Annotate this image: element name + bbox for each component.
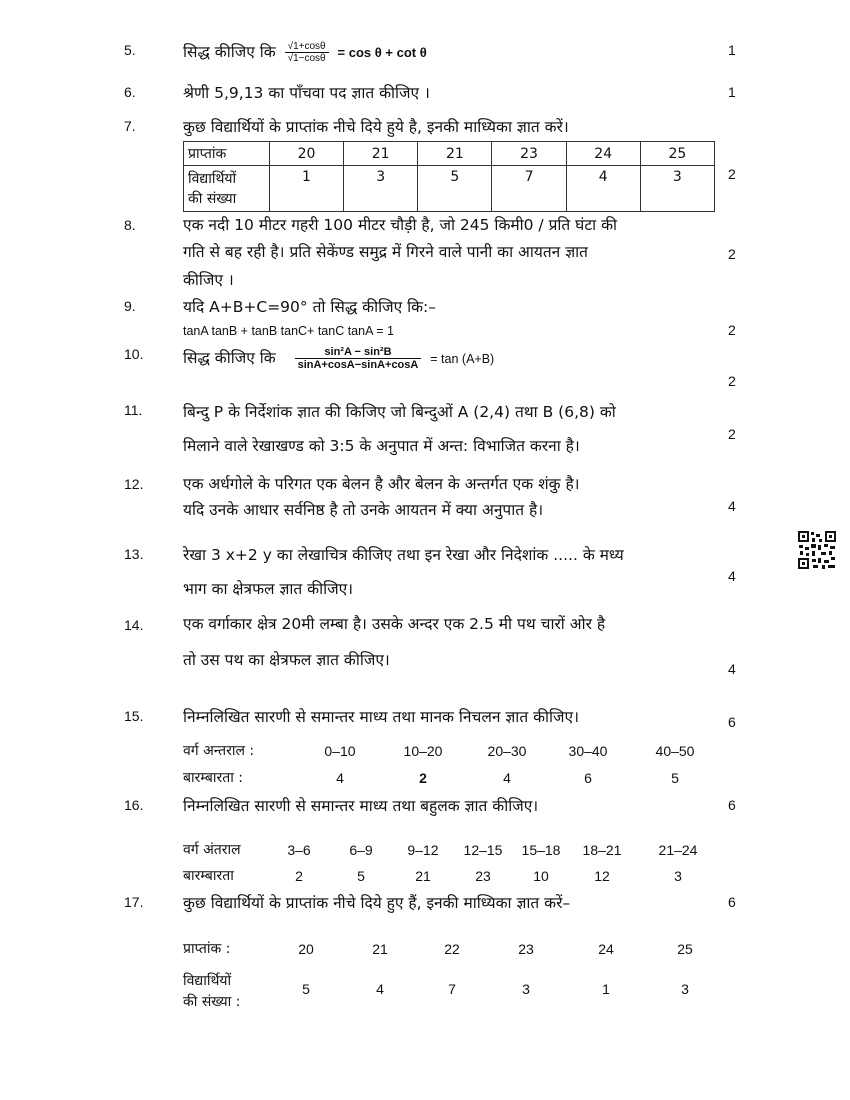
q7-count-label-line2: की संख्या <box>188 190 237 207</box>
q10-prompt: सिद्ध कीजिए कि <box>183 349 276 367</box>
q11-line1: बिन्दु P के निर्देशांक ज्ञात की किजिए जो बिन्दुओं A (2,4) तथा B (6,8) को <box>183 403 616 421</box>
q7-score-cell: 23 <box>492 142 566 166</box>
q15-class-cell: 0–10 <box>324 743 356 759</box>
q17-score-cell: 23 <box>518 941 534 957</box>
q9-line2: tanA tanB + tanB tanC+ tanC tanA = 1 <box>183 324 394 338</box>
q17-count-label <box>183 971 240 1013</box>
q15-class-cell: 40–50 <box>655 743 695 759</box>
q7-score-cell: 20 <box>269 142 343 166</box>
q17-count-cell: 5 <box>302 981 310 997</box>
q8-marks: 2 <box>728 246 736 262</box>
q15-freq-cell: 6 <box>584 770 592 786</box>
q13-line1: रेखा 3 x+2 y का लेखाचित्र कीजिए तथा इन रेखा और निदेशांक ..... के मध्य <box>183 546 624 564</box>
q7-table-score-label: प्राप्तांक <box>184 142 270 166</box>
q16-class-cell: 12–15 <box>463 842 503 858</box>
q7-count-cell: 3 <box>344 166 418 212</box>
q16-number: 16. <box>124 797 144 813</box>
q17-score-cell: 22 <box>444 941 460 957</box>
q17-count-cell: 4 <box>376 981 384 997</box>
q8-number: 8. <box>124 217 136 233</box>
q7-table-count-label <box>184 166 270 212</box>
q7-score-cell: 21 <box>418 142 492 166</box>
q7-score-cell: 21 <box>344 142 418 166</box>
q8-line1: एक नदी 10 मीटर गहरी 100 मीटर चौड़ी है, जो 245 किमी0 / प्रति घंटा की <box>183 216 617 234</box>
q16-class-cell: 3–6 <box>287 842 311 858</box>
q15-class-cell: 10–20 <box>403 743 443 759</box>
q12-marks: 4 <box>728 498 736 514</box>
q7-count-cell: 3 <box>640 166 714 212</box>
q5-marks: 1 <box>728 42 736 58</box>
q16-freq-cell: 23 <box>475 868 491 884</box>
q15-class-cell: 30–40 <box>568 743 608 759</box>
q17-count-label-line1: विद्यार्थियों <box>183 973 232 989</box>
q8-line3: कीजिए । <box>183 271 234 289</box>
q15-class-label: वर्ग अन्तराल : <box>183 743 255 759</box>
q16-freq-cell: 2 <box>295 868 303 884</box>
q7-score-cell: 25 <box>640 142 714 166</box>
q7-count-cell: 4 <box>566 166 640 212</box>
q10-fraction-denominator: sinA+cosA−sinA+cosA <box>297 359 419 371</box>
q7-count-cell: 1 <box>269 166 343 212</box>
q7-score-cell: 24 <box>566 142 640 166</box>
q17-count-cell: 1 <box>602 981 610 997</box>
qr-code-icon <box>797 530 837 570</box>
q16-freq-cell: 3 <box>674 868 682 884</box>
q15-text: निम्नलिखित सारणी से समान्तर माध्य तथा मानक निचलन ज्ञात कीजिए। <box>183 708 579 726</box>
q17-count-cell: 3 <box>681 981 689 997</box>
q5-fraction-denominator: √1−cosθ <box>287 53 326 64</box>
q5-rhs: = cos θ + cot θ <box>337 45 427 60</box>
q7-number: 7. <box>124 118 136 134</box>
q15-class-cell: 20–30 <box>487 743 527 759</box>
q9-line1: यदि A+B+C=90° तो सिद्ध कीजिए कि:– <box>183 298 436 316</box>
q17-score-label: प्राप्तांक : <box>183 941 231 957</box>
q16-class-cell: 15–18 <box>521 842 561 858</box>
q16-class-cell: 6–9 <box>349 842 373 858</box>
q17-count-cell: 7 <box>448 981 456 997</box>
q6-number: 6. <box>124 84 136 100</box>
q17-text: कुछ विद्यार्थियों के प्राप्तांक नीचे दिये हुए हैं, इनकी माध्यिका ज्ञात करें– <box>183 894 571 912</box>
q10-fraction-numerator: sin²A − sin²B <box>295 346 422 359</box>
q16-freq-cell: 12 <box>594 868 610 884</box>
q13-marks: 4 <box>728 568 736 584</box>
q14-line2: तो उस पथ का क्षेत्रफल ज्ञात कीजिए। <box>183 651 390 669</box>
q13-line2: भाग का क्षेत्रफल ज्ञात कीजिए। <box>183 580 354 598</box>
q16-freq-cell: 10 <box>533 868 549 884</box>
q12-line1: एक अर्धगोले के परिगत एक बेलन है और बेलन के अन्तर्गत एक शंकु है। <box>183 475 580 493</box>
q16-freq-cell: 21 <box>415 868 431 884</box>
q10-text <box>183 346 494 371</box>
q17-score-cell: 20 <box>298 941 314 957</box>
q6-text: श्रेणी 5,9,13 का पाँचवा पद ज्ञात कीजिए । <box>183 84 430 102</box>
q7-count-cell: 7 <box>492 166 566 212</box>
q13-number: 13. <box>124 546 144 562</box>
q16-class-cell: 21–24 <box>658 842 698 858</box>
q14-marks: 4 <box>728 661 736 677</box>
q16-text: निम्नलिखित सारणी से समान्तर माध्य तथा बहुलक ज्ञात कीजिए। <box>183 797 539 815</box>
q10-fraction <box>295 346 422 371</box>
q15-freq-label: बारम्बारता : <box>183 770 244 786</box>
q16-freq-cell: 5 <box>357 868 365 884</box>
q15-freq-cell: 2 <box>419 770 427 786</box>
q11-number: 11. <box>124 402 143 418</box>
q14-line1: एक वर्गाकार क्षेत्र 20मी लम्बा है। उसके अन्दर एक 2.5 मी पथ चारों ओर है <box>183 615 606 633</box>
q7-marks: 2 <box>728 166 736 182</box>
q5-number: 5. <box>124 42 136 58</box>
q15-freq-cell: 4 <box>336 770 344 786</box>
q7-count-label-line1: विद्यार्थियों <box>188 170 237 187</box>
q17-score-cell: 25 <box>677 941 693 957</box>
q15-marks: 6 <box>728 714 736 730</box>
q5-fraction <box>285 41 329 64</box>
q11-line2: मिलाने वाले रेखाखण्ड को 3:5 के अनुपात में अन्त: विभाजित करना है। <box>183 437 580 455</box>
q12-line2: यदि उनके आधार सर्वनिष्ठ है तो उनके आयतन में क्या अनुपात है। <box>183 501 544 519</box>
q10-rhs: = tan (A+B) <box>430 352 495 366</box>
q15-freq-cell: 4 <box>503 770 511 786</box>
q10-number: 10. <box>124 346 144 362</box>
q5-text <box>183 40 427 64</box>
q9-marks: 2 <box>728 322 736 338</box>
q17-count-label-line2: की संख्या : <box>183 994 241 1010</box>
q9-number: 9. <box>124 298 136 314</box>
q17-score-cell: 24 <box>598 941 614 957</box>
q5-fraction-numerator: √1+cosθ <box>285 41 329 53</box>
q17-score-cell: 21 <box>372 941 388 957</box>
q15-freq-cell: 5 <box>671 770 679 786</box>
q7-text: कुछ विद्यार्थियों के प्राप्तांक नीचे दिये हुये है, इनकी माध्यिका ज्ञात करें। <box>183 118 569 136</box>
q17-number: 17. <box>124 894 144 910</box>
q6-marks: 1 <box>728 84 736 100</box>
q7-table <box>183 141 715 212</box>
q17-marks: 6 <box>728 894 736 910</box>
q11-marks: 2 <box>728 426 736 442</box>
q12-number: 12. <box>124 476 144 492</box>
q16-class-cell: 18–21 <box>582 842 622 858</box>
q16-freq-label: बारम्बारता <box>183 868 234 884</box>
q7-count-cell: 5 <box>418 166 492 212</box>
q5-prompt: सिद्ध कीजिए कि <box>183 43 276 61</box>
q17-count-cell: 3 <box>522 981 530 997</box>
q10-marks: 2 <box>728 373 736 389</box>
q14-number: 14. <box>124 617 144 633</box>
q16-class-cell: 9–12 <box>407 842 439 858</box>
q16-class-label: वर्ग अंतराल <box>183 842 241 858</box>
q16-marks: 6 <box>728 797 736 813</box>
q15-number: 15. <box>124 708 144 724</box>
q8-line2: गति से बह रही है। प्रति सेकेंण्ड समुद्र में गिरने वाले पानी का आयतन ज्ञात <box>183 243 588 261</box>
